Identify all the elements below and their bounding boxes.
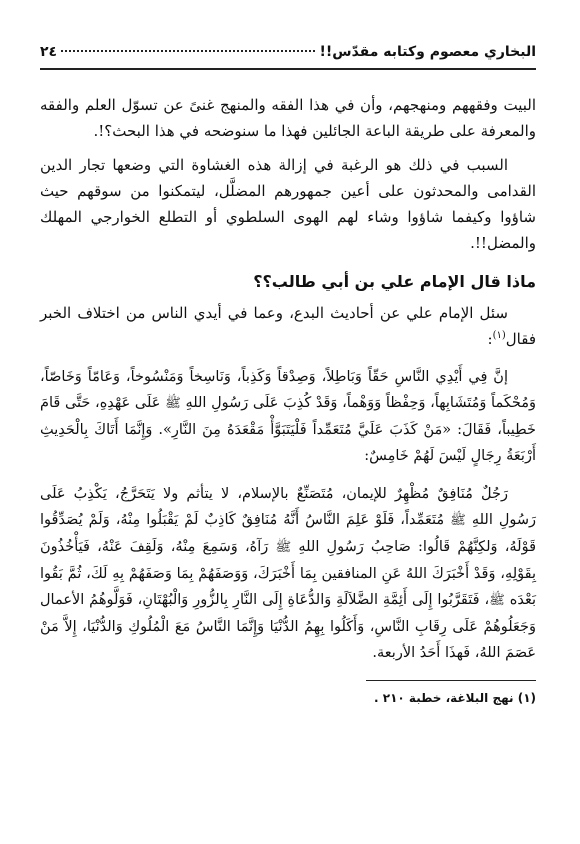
quote-1-part-b: عَلَى عَهْدِهِ، حَتَّى قَامَ خَطِيباً، فَقَالَ: «مَنْ كَذَبَ عَلَيَّ مُتَعَمِّداً فَلْيَتَبَوَّأْ مَقْعَدَهُ مِنَ النَّارِ». وَإِنَّمَا أَتَاكَ بِالْحَدِيثِ أَرْبَعَةُ رِجَالٍ لَيْسَ لَهُمْ خَامِسٌ: (40, 395, 536, 464)
book-page (40, 44, 536, 824)
header-dot-leader (61, 50, 315, 52)
quote-2 (40, 481, 536, 666)
salawat-symbol: ﷺ (275, 540, 292, 555)
quote-2-part-c: رَآهُ، وَسَمِعَ مِنْهُ، وَلَقِفَ عَنْهُ، فَيَأْخُذُونَ بِقَوْلِهِ، وَقَدْ أَخْبَرَكَ اللهُ عَنِ المنافقين بِمَا أَخْبَرَكَ، وَوَصَفَهُمْ بِمَا وَصَفَهُمْ بِهِ لَكَ، ثُمَّ بَقُوا بَعْدَه (40, 539, 536, 608)
header-title: البخاري معصوم وكتابه مقدّس!! (319, 44, 536, 60)
footnote-rule (366, 680, 536, 681)
paragraph-3-text: سئل الإمام علي عن أحاديث البدع، وعما في أيدي الناس من اختلاف الخبر فقال (40, 304, 536, 348)
quote-1 (40, 364, 536, 469)
salawat-symbol: ﷺ (489, 593, 505, 608)
quote-2-part-a: رَجُلٌ مُنَافِقٌ مُظْهِرٌ للإيمان، مُتَصَنِّعٌ بالإسلام، لا يتأثم ولا يَتَحَرَّجُ، يَكْذِبُ عَلَى رَسُولِ اللهِ (40, 486, 537, 528)
running-header (40, 44, 536, 66)
quote-2-part-d: ، فَتَقَرَّبُوا إِلَى أَئِمَّةِ الضَّلاَلَةِ وَالدُّعَاةِ إِلَى النَّارِ بِالزُّورِ وَالْبُهْتَانِ، فَوَلَّوهُمُ الأعمال وَجَعَلُوهُمْ عَلَى رِقَابِ النَّاسِ، وَأَكَلُوا بِهِمُ الدُّنْيَا وَإِنَّمَا النَّاسُ مَعَ الْمُلُوكِ وَالدُّنْيَا، إِلاَّ مَنْ عَصَمَ اللهُ، فَهذَا أَحَدُ الأربعة. (40, 592, 536, 661)
quote-1-part-a: إنَّ فِي أَيْدِي النَّاسِ حَقّاً وَبَاطِلاً، وَصِدْقاً وَكَذِباً، وَنَاسِخاً وَمَنْسُوخاً، وَعَامّاً وَخَاصّاً، وَمُحْكَماً وَمُتَشَابِهاً، وَحِفْظاً وَوَهْماً، وَقَدْ كُذِبَ عَلَى رَسُولِ اللهِ (40, 369, 536, 411)
quote-2-part-b: مُتَعَمِّداً، فَلَوْ عَلِمَ النَّاسُ أَنَّهُ مُنَافِقٌ كَاذِبٌ لَمْ يَقْبَلُوا مِنْهُ، وَلَمْ يُصَدِّقُوا قَوْلَهُ، وَلكِنَّهُمْ قَالُوا: صَاحِبُ رَسُولِ اللهِ (40, 512, 537, 555)
salawat-symbol: ﷺ (450, 513, 466, 528)
paragraph-1: البيت وفقههم ومنهجهم، وأن في هذا الفقه والمنهج غنىً عن تسوّل العلم والفقه والمعرفة على طريقة الباعة الجائلين فهذا ما سنوضحه في هذا البحث؟!. (40, 96, 536, 140)
paragraph-2: السبب في ذلك هو الرغبة في إزالة هذه الغشاوة التي وضعها تجار الدين القدامى والمحدثون على أعين جمهورهم المضلَّل، ليتمكنوا من سوقهم حيث شاؤوا وكيفما شاؤوا وشاء لهم الهوى السلطوي أو التطلع الخوارجي المهلك والمضل!!. (40, 156, 536, 252)
header-rule (40, 68, 536, 70)
footnote-ref[interactable]: (١) (492, 330, 506, 341)
salawat-symbol: ﷺ (165, 396, 181, 411)
paragraph-3 (40, 300, 536, 352)
section-heading: ماذا قال الإمام علي بن أبي طالب؟؟ (253, 272, 536, 291)
footnote: (١) نهج البلاغة، خطبة ٢١٠ . (374, 691, 536, 705)
paragraph-3-end: : (487, 330, 493, 348)
page-number: ٢٤ (40, 44, 58, 60)
